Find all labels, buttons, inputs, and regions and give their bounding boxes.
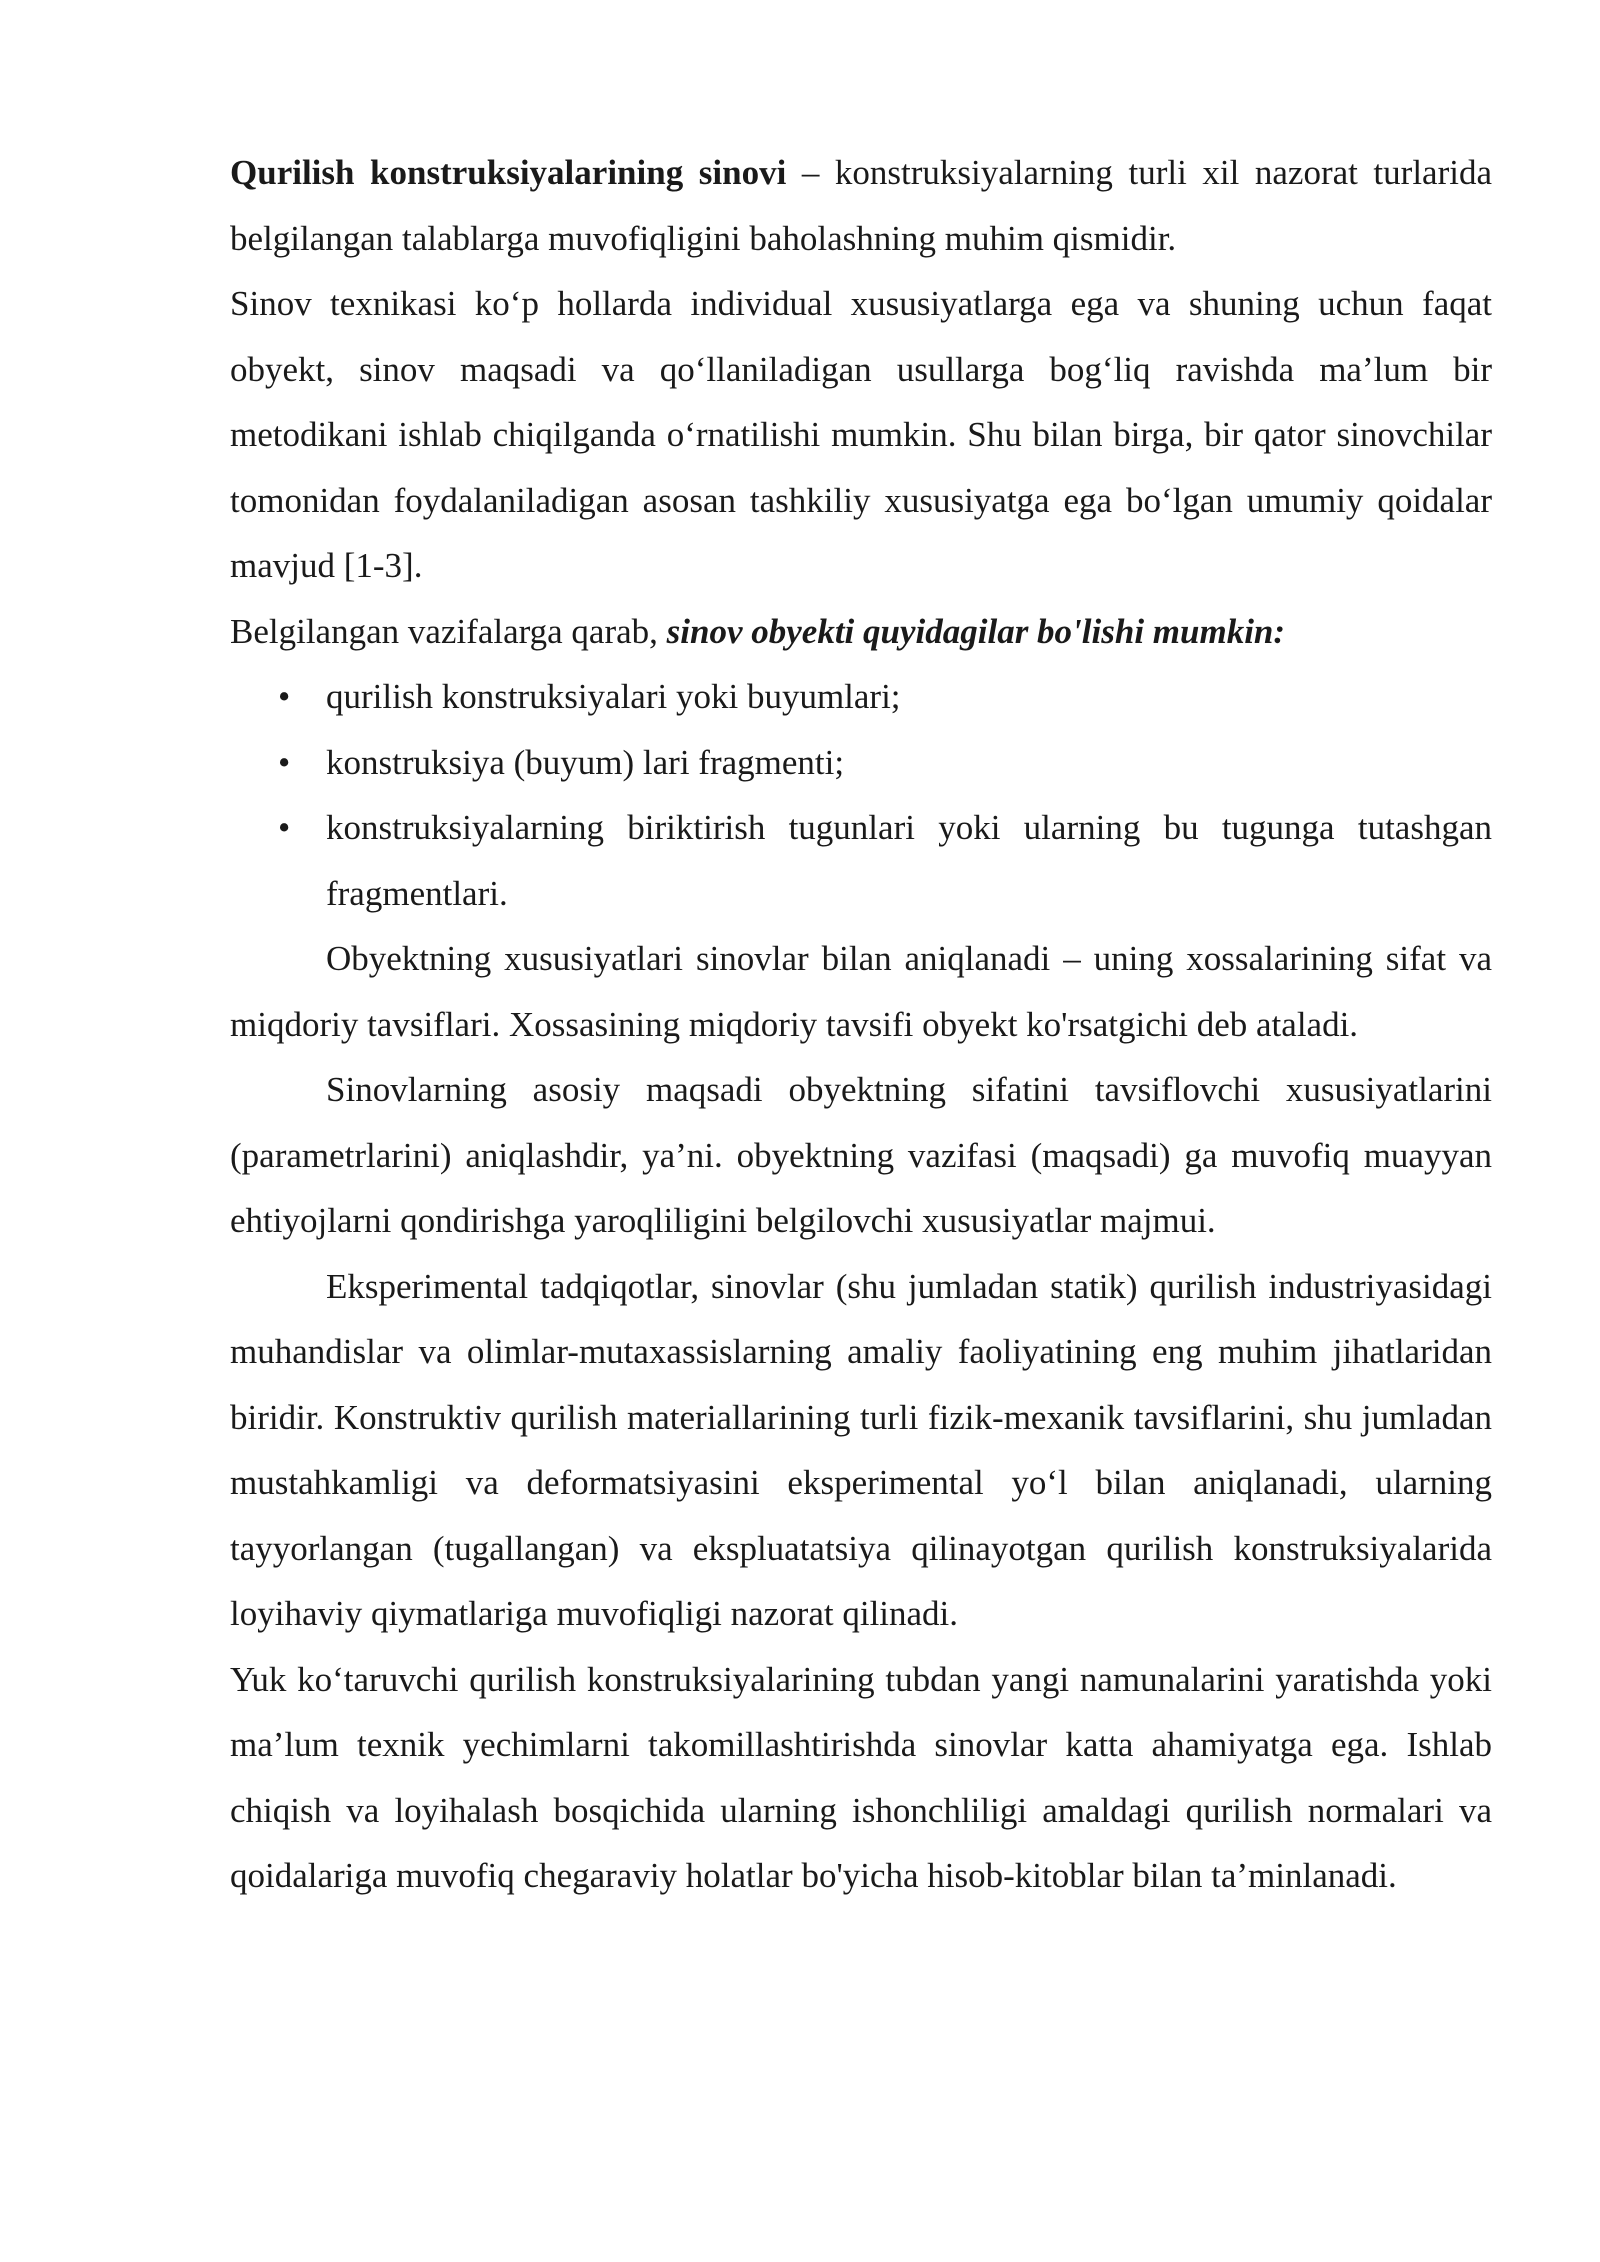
paragraph-definition	[230, 140, 1492, 271]
bullet-icon: •	[278, 677, 291, 716]
term-heading: Qurilish konstruksiyalarining sinovi	[230, 153, 787, 192]
list-item-text: konstruksiya (buyum) lari fragmenti;	[326, 742, 845, 782]
paragraph-testing-technique: Sinov texnikasi ko‘p hollarda individual xususiyatlarga ega va shuning uchun faqat obyekt, sinov maqsadi va qo‘llaniladigan usullarga bog‘liq ravishda ma’lum bir metodikani ishlab chiqilganda o‘rnatilishi mumkin. Shu bilan birga, bir qator sinovchilar tomonidan foydalaniladigan asosan tashkiliy xususiyatga ega bo‘lgan umumiy qoidalar mavjud [1-3].	[230, 284, 1492, 585]
paragraph-experimental-research: Eksperimental tadqiqotlar, sinovlar (shu jumladan statik) qurilish industriyasidagi muhandislar va olimlar-mutaxassislarning amaliy faoliyatining eng muhim jihatlaridan biridir. Konstruktiv qurilish materiallarining turli fizik-mexanik tavsiflarini, shu jumladan mustahkamligi va deformatsiyasini eksperimental yo‘l bilan aniqlanadi, ularning tayyorlangan (tugallangan) va ekspluatatsiya qilinayotgan qurilish konstruksiyalarida loyihaviy qiymatlariga muvofiqligi nazorat qilinadi.	[230, 1266, 1492, 1633]
paragraph-object-properties: Obyektning xususiyatlari sinovlar bilan aniqlanadi – uning xossalarining sifat va miqdoriy tavsiflari. Xossasining miqdoriy tavsifi obyekt ko'rsatgichi deb ataladi.	[230, 939, 1492, 1044]
bullet-icon: •	[278, 742, 291, 782]
emphasized-text: sinov obyekti quyidagilar bo'lishi mumkin:	[666, 611, 1286, 651]
list-item	[230, 795, 1492, 926]
test-object-list	[230, 664, 1492, 926]
paragraph-load-bearing-structures: Yuk ko‘taruvchi qurilish konstruksiyalarining tubdan yangi namunalarini yaratishda yoki ma’lum texnik yechimlarni takomillashtirishda sinovlar katta ahamiyatga ega. Ishlab chiqish va loyihalash bosqichida ularning ishonchliligi amaldagi qurilish normalari va qoidalariga muvofiq chegaraviy holatlar bo'yicha hisob-kitoblar bilan ta’minlanadi.	[230, 1659, 1492, 1895]
list-item	[230, 730, 1492, 796]
list-item-text: qurilish konstruksiyalari yoki buyumlari;	[326, 677, 901, 716]
paragraph-test-objects-intro	[230, 599, 1492, 665]
definition-text: – konstruksiyalarning turli xil nazorat turlarida belgilangan talablarga muvofiqligini baholashning muhim qismidir.	[230, 153, 1492, 258]
document-page	[230, 140, 1492, 1909]
list-item-text: konstruksiyalarning biriktirish tugunlari yoki ularning bu tugunga tutashgan fragmentlari.	[326, 808, 1492, 913]
paragraph-test-purpose: Sinovlarning asosiy maqsadi obyektning sifatini tavsiflovchi xususiyatlarini (parametrlarini) aniqlashdir, ya’ni. obyektning vazifasi (maqsadi) ga muvofiq muayyan ehtiyojlarni qondirishga yaroqliligini belgilovchi xususiyatlar majmui.	[230, 1070, 1492, 1240]
intro-text: Belgilangan vazifalarga qarab,	[230, 611, 667, 651]
bullet-icon: •	[278, 808, 291, 847]
list-item	[230, 664, 1492, 730]
